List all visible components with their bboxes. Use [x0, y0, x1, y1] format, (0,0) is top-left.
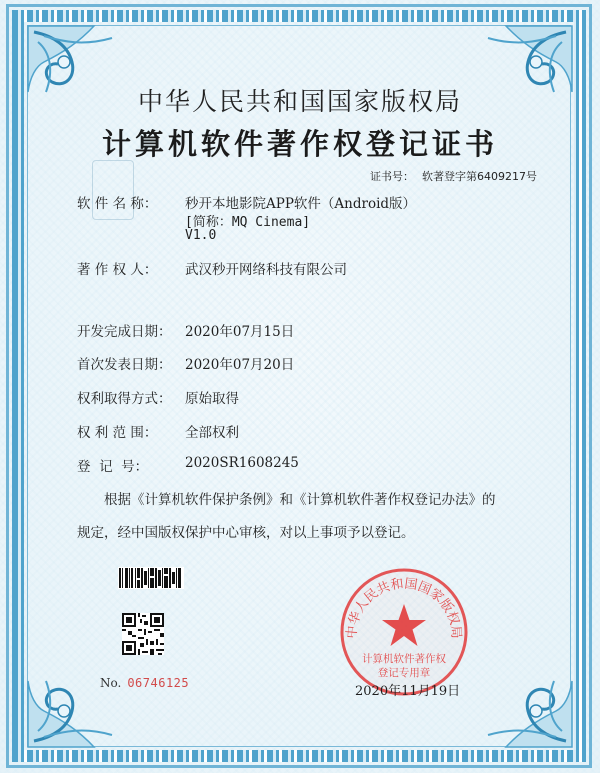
software-name-value: 秒开本地影院APP软件（Android版） — [185, 196, 417, 212]
software-short-name: [简称：MQ Cinema] — [185, 215, 311, 230]
registration-number-value: 2020SR1608245 — [185, 455, 299, 471]
issue-date: 2020年11月19日 — [355, 684, 461, 699]
publish-date-value: 2020年07月20日 — [185, 357, 295, 373]
publish-date-row — [77, 353, 295, 373]
owner-row — [77, 258, 347, 278]
registration-statement — [77, 484, 525, 550]
acquisition-method-label: 权利取得方式： — [77, 391, 172, 407]
software-name-label: 软 件 名 称： — [77, 196, 158, 212]
qr-code-image — [122, 613, 164, 655]
registration-number-row — [77, 455, 299, 475]
seal-outer-text: 中华人民共和国国家版权局 — [344, 576, 464, 640]
acquisition-method-row — [77, 387, 239, 407]
barcode-image — [118, 567, 184, 589]
software-name-row — [77, 192, 417, 212]
certificate-number-label: 证书号： — [370, 170, 414, 183]
issuing-authority: 中华人民共和国国家版权局 — [137, 87, 462, 116]
rights-scope-value: 全部权利 — [185, 425, 239, 441]
owner-value: 武汉秒开网络科技有限公司 — [185, 262, 347, 278]
completion-date-label: 开发完成日期： — [77, 324, 172, 340]
owner-label: 著 作 权 人： — [77, 262, 158, 278]
serial-number — [100, 676, 189, 690]
completion-date-row — [77, 320, 295, 340]
completion-date-value: 2020年07月15日 — [185, 324, 295, 340]
software-version: V1.0 — [185, 228, 217, 243]
certificate-title: 计算机软件著作权登记证书 — [101, 127, 498, 161]
publish-date-label: 首次发表日期： — [77, 357, 172, 373]
svg-text:登记专用章: 登记专用章 — [377, 667, 431, 679]
corner-ornament-bottom-right — [456, 631, 576, 751]
certificate-number-value: 软著登字第6409217号 — [422, 170, 537, 183]
rights-scope-row — [77, 421, 239, 441]
statement-line-2: 规定，经中国版权保护中心审核，对以上事项予以登记。 — [77, 525, 415, 541]
serial-number-value: 06746125 — [127, 676, 190, 690]
acquisition-method-value: 原始取得 — [185, 391, 239, 407]
rights-scope-label: 权 利 范 围： — [77, 425, 158, 441]
statement-line-1: 根据《计算机软件保护条例》和《计算机软件著作权登记办法》的 — [104, 492, 496, 508]
registration-number-label: 登 记 号： — [77, 459, 149, 475]
serial-number-label: No. — [100, 676, 122, 690]
certificate-number — [370, 168, 537, 184]
svg-text:计算机软件著作权: 计算机软件著作权 — [362, 653, 446, 665]
